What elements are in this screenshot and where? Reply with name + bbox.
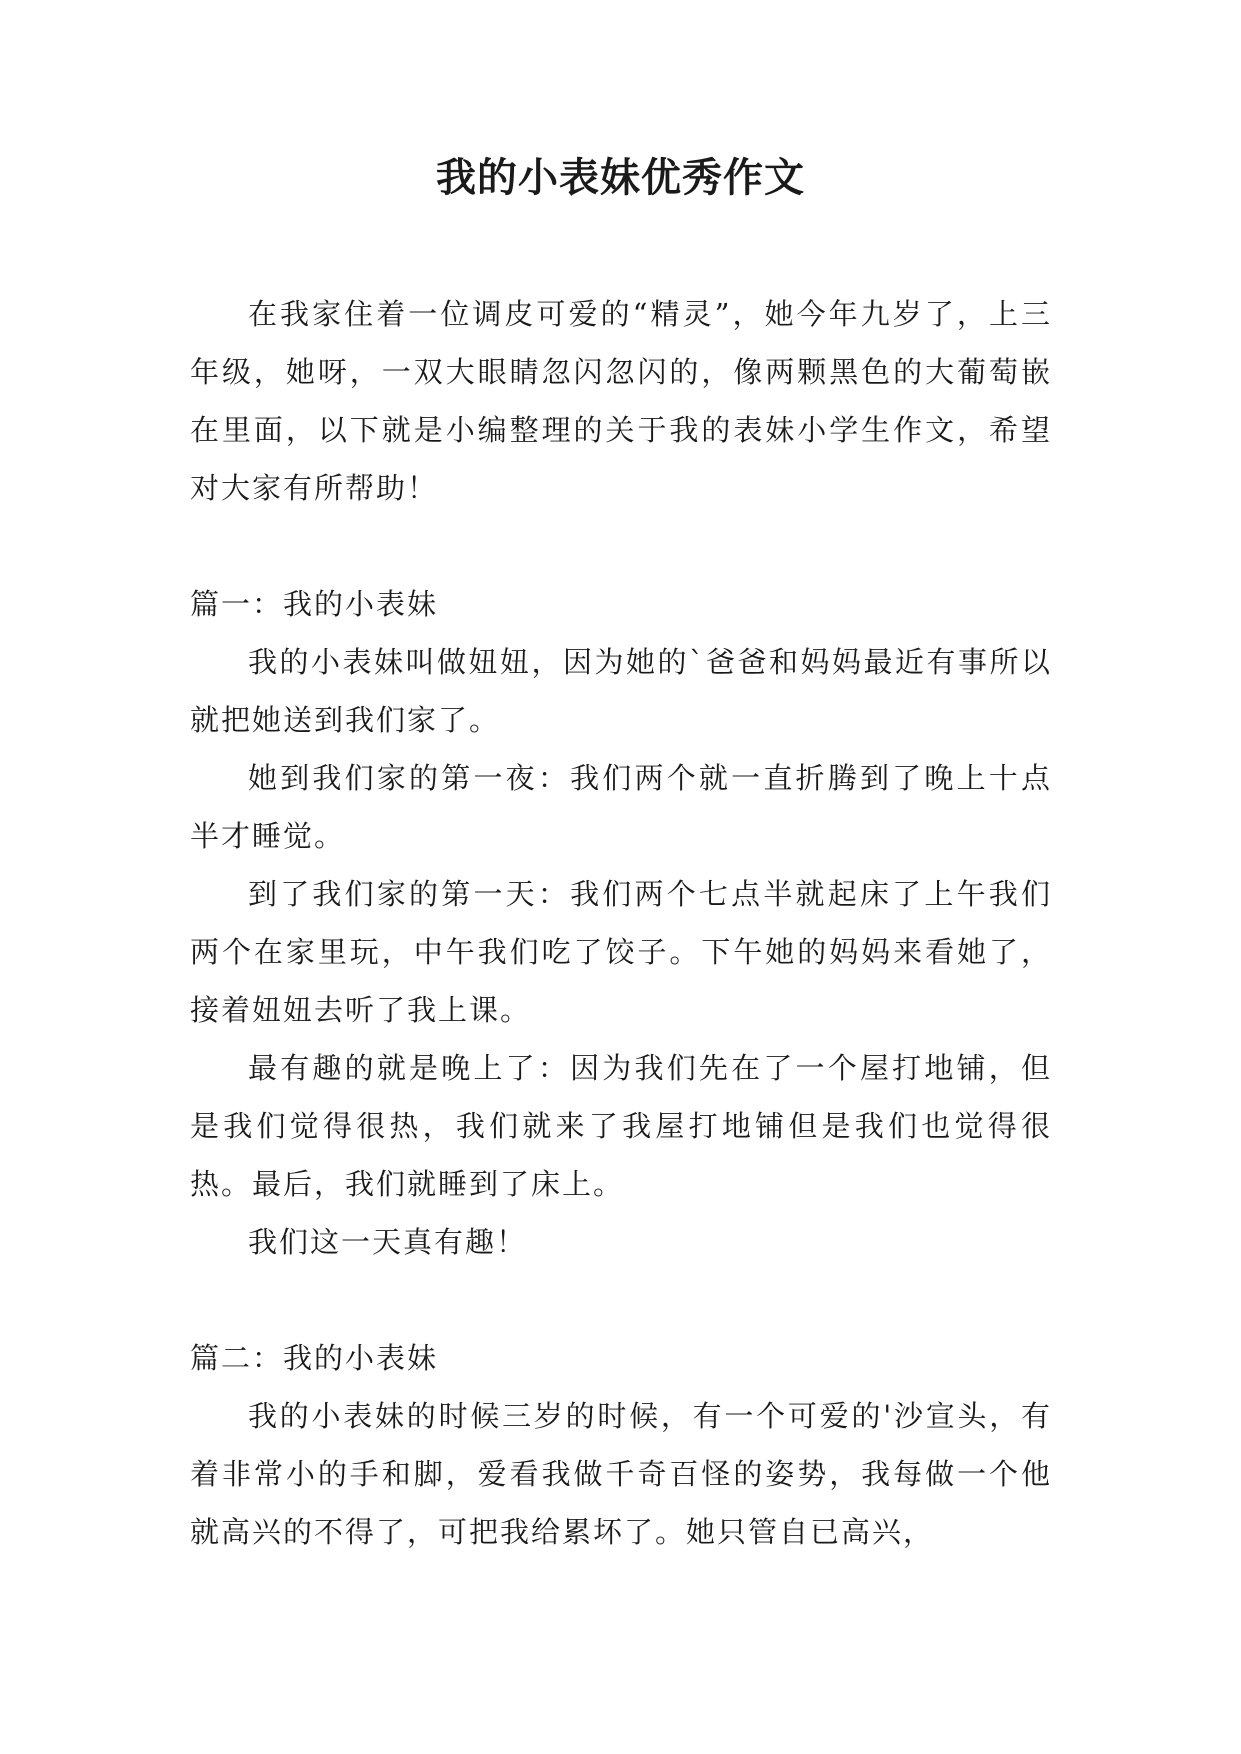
paragraph-spacer (190, 517, 1052, 575)
section1-paragraph: 我们这一天真有趣！ (248, 1225, 528, 1259)
document-title: 我的小表妹优秀作文 (436, 154, 805, 201)
section1-paragraph: 最有趣的就是晚上了：因为我们先在了一个屋打地铺，但是我们觉得很热，我们就来了我屋打地铺但是我们也觉得很热。最后，我们就睡到了床上。 (190, 1051, 1052, 1201)
section1-paragraph: 她到我们家的第一夜：我们两个就一直折腾到了晚上十点半才睡觉。 (190, 761, 1052, 853)
section-heading-2: 篇二：我的小表妹 (190, 1341, 439, 1375)
document-body (190, 285, 1052, 1561)
section-heading-1: 篇一：我的小表妹 (190, 587, 439, 621)
intro-paragraph: 在我家住着一位调皮可爱的“精灵”，她今年九岁了，上三年级，她呀，一双大眼睛忽闪忽闪的，像两颗黑色的大葡萄嵌在里面，以下就是小编整理的关于我的表妹小学生作文，希望对大家有所帮助！ (190, 297, 1052, 505)
section1-paragraph: 到了我们家的第一天：我们两个七点半就起床了上午我们两个在家里玩，中午我们吃了饺子。下午她的妈妈来看她了，接着妞妞去听了我上课。 (190, 877, 1052, 1027)
section1-paragraph: 我的小表妹叫做妞妞，因为她的`爸爸和妈妈最近有事所以就把她送到我们家了。 (190, 645, 1052, 737)
paragraph-spacer (190, 1271, 1052, 1329)
section2-paragraph: 我的小表妹的时候三岁的时候，有一个可爱的'沙宣头，有着非常小的手和脚，爱看我做千奇百怪的姿势，我每做一个他就高兴的不得了，可把我给累坏了。她只管自已高兴， (190, 1399, 1052, 1549)
